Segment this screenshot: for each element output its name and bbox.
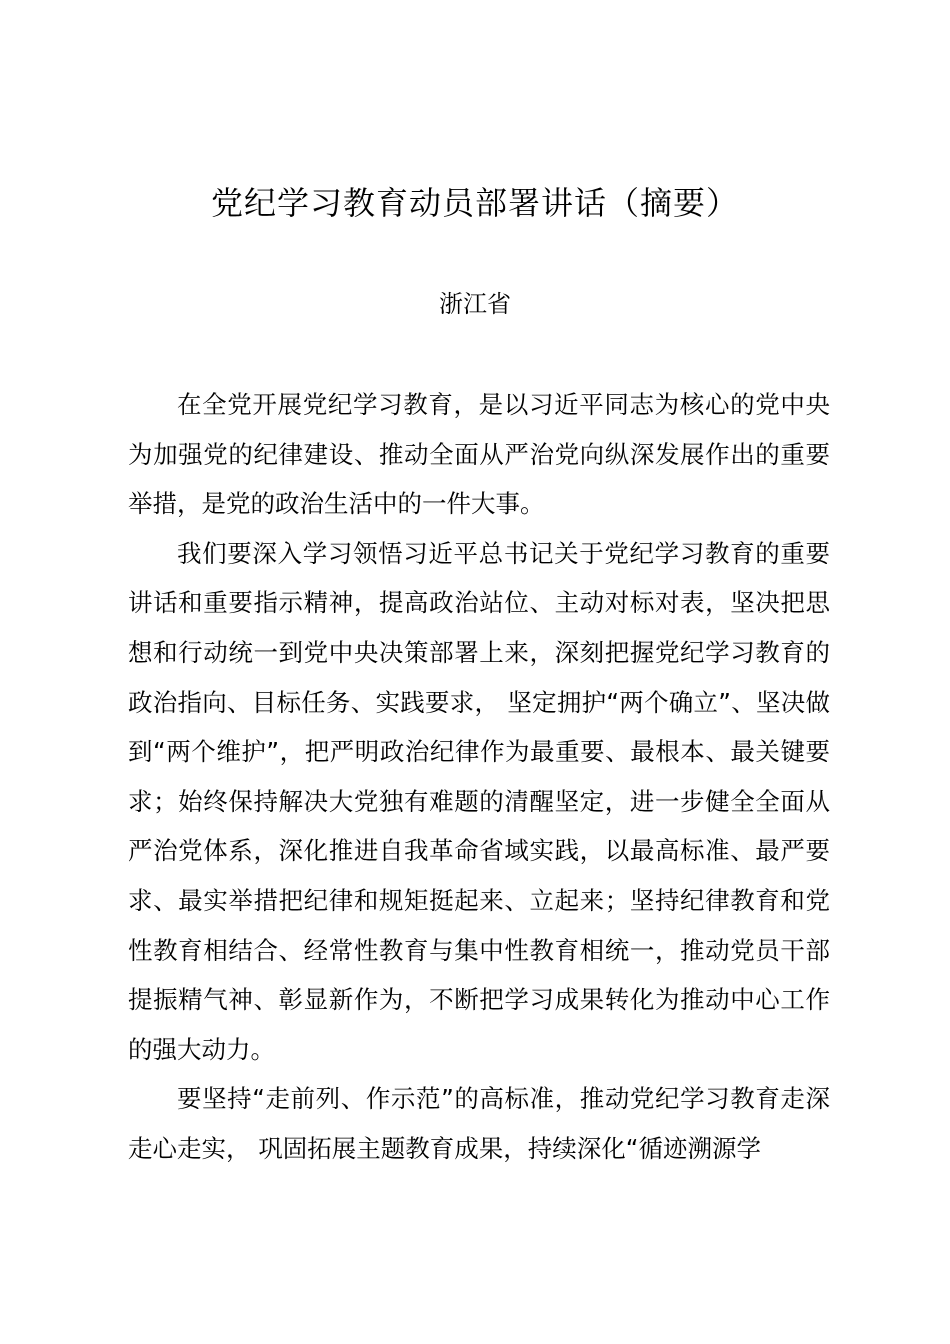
document-body [128,380,830,1174]
paragraph-3: 要坚持“走前列、作示范”的高标准，推动党纪学习教育走深走心走实， 巩固拓展主题教育成果，持续深化“循迹溯源学 [128,1084,830,1163]
paragraph-2: 我们要深入学习领悟习近平总书记关于党纪学习教育的重要讲话和重要指示精神，提高政治站位、主动对标对表，坚决把思想和行动统一到党中央决策部署上来，深刻把握党纪学习教育的政治指向、目标任务、实践要求， 坚定拥护“两个确立”、坚决做到“两个维护”，把严明政治纪律作为最重要、最根本、最关键要求；始终保持解决大党独有难题的清醒坚定，进一步健全全面从严治党体系，深化推进自我革命省域实践，以最高标准、最严要求、最实举措把纪律和规矩挺起来、立起来；坚持纪律教育和党性教育相结合、经常性教育与集中性教育相统一，推动党员干部提振精气神、彰显新作为，不断把学习成果转化为推动中心工作的强大动力。 [128,538,830,1064]
document-author: 浙江省 [439,290,511,318]
paragraph-1: 在全党开展党纪学习教育，是以习近平同志为核心的党中央为加强党的纪律建设、推动全面从严治党向纵深发展作出的重要举措，是党的政治生活中的一件大事。 [128,390,830,519]
document-title: 党纪学习教育动员部署讲话（摘要） [210,184,739,222]
